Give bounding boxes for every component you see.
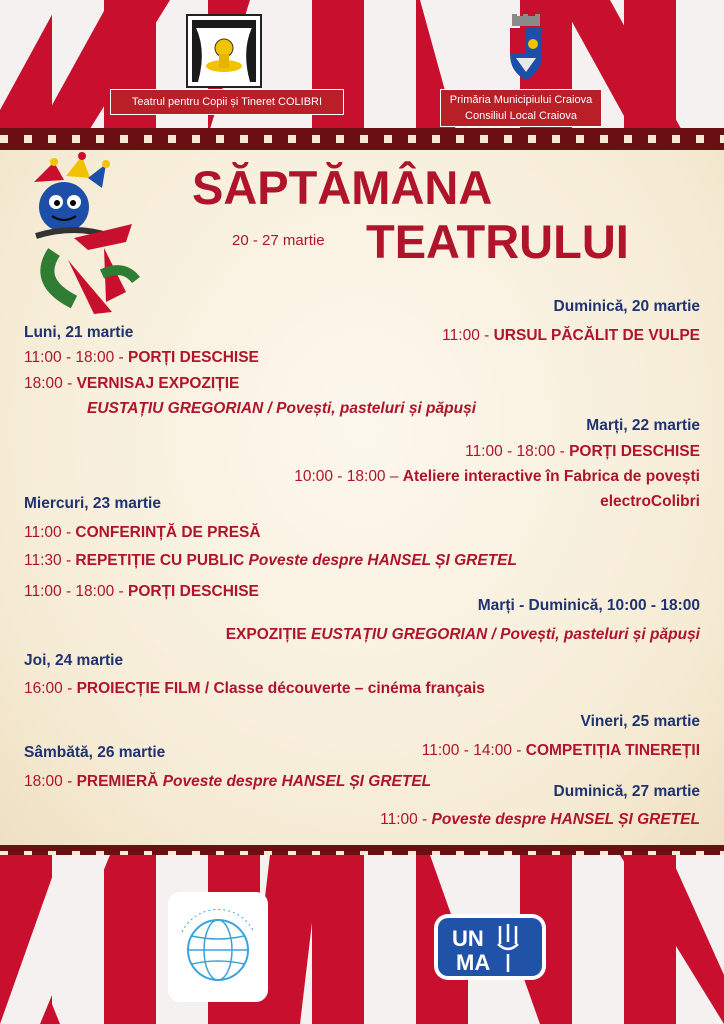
event-title: VERNISAJ EXPOZIȚIE [76,375,240,392]
event-expozitie [226,626,700,644]
event-vineri25 [422,742,700,760]
title-line1: SĂPTĂMÂNA [192,161,493,214]
event-miercuri23-2 [24,552,517,570]
event-marti22-3 [600,493,700,511]
event-marti22-1 [465,443,700,461]
day-miercuri23: Miercuri, 23 martie [24,495,161,512]
event-show-name: Poveste despre HANSEL ȘI GRETEL [431,811,700,828]
event-title: EXPOZIȚIE [225,626,311,643]
title-line2: TEATRULUI [366,215,629,268]
event-time: 18:00 - [24,773,77,790]
event-title: URSUL PĂCĂLIT DE VULPE [493,327,700,344]
craiova-org-line1: Primăria Municipiului Craiova [449,94,593,106]
event-subtitle: EUSTAȚIU GREGORIAN / Povești, pasteluri și păpuși [310,626,700,643]
event-time: 18:00 - [24,375,77,392]
event-time: 10:00 - 18:00 – [294,468,403,485]
day-sambata26: Sâmbătă, 26 martie [24,744,166,761]
bottom-stripes-background [0,855,724,1024]
event-title: PORȚI DESCHISE [127,583,259,600]
event-miercuri23-3 [24,583,259,601]
event-time: 16:00 - [24,680,77,697]
event-time: 11:30 - [24,552,76,569]
event-title: PREMIERĂ [76,773,163,790]
colibri-org-label: Teatrul pentru Copii și Tineret COLIBRI [110,89,344,115]
event-time: 11:00 - 18:00 - [465,443,570,460]
event-show-name: Poveste despre HANSEL ȘI GRETEL [248,552,517,569]
svg-text:MA: MA [456,950,491,975]
colibri-theatre-logo [186,14,262,88]
event-time: 11:00 - 14:00 - [421,742,526,759]
event-time: 11:00 - 18:00 - [24,583,128,600]
event-dum20 [442,327,700,345]
svg-text:UN: UN [452,926,484,951]
day-vineri25: Vineri, 25 martie [580,713,700,730]
day-marti-duminica: Marți - Duminică, 10:00 - 18:00 [477,597,700,614]
event-luni21-3 [87,400,476,418]
craiova-org-label [440,89,602,127]
title-dates: 20 - 27 martie [232,232,325,249]
event-time: 11:00 - [24,524,76,541]
day-marti22: Marți, 22 martie [586,417,700,434]
event-subtitle: EUSTAȚIU GREGORIAN / Povești, pasteluri și păpuși [87,400,477,417]
event-title: PORȚI DESCHISE [127,349,259,366]
event-luni21-1 [24,349,259,367]
unima-logo [434,914,546,980]
event-title: CONFERINȚĂ DE PRESĂ [75,524,261,541]
event-title: COMPETIȚIA TINEREȚII [525,742,700,759]
event-title: PORȚI DESCHISE [569,443,700,460]
event-time: 11:00 - 18:00 - [24,349,128,366]
event-dum27 [380,811,700,829]
event-joi24 [24,680,485,698]
event-time: 11:00 - [442,327,494,344]
event-title: electroColibri [600,493,700,510]
event-time: 11:00 - [380,811,432,828]
day-luni21: Luni, 21 martie [24,324,134,341]
event-show-name: Poveste despre HANSEL ȘI GRETEL [162,773,432,790]
craiova-coat-of-arms-icon [506,14,546,84]
assitej-logo [168,892,268,1002]
top-stripes-background [0,0,724,145]
event-sambata26 [24,773,431,791]
event-title: Ateliere interactive în Fabrica de povești [402,468,700,485]
day-dum27: Duminică, 27 martie [553,783,700,800]
jester-mascot-logo [14,152,154,317]
day-dum20: Duminică, 20 martie [553,298,700,315]
film-holes [0,135,724,143]
top-film-strip [0,128,724,150]
event-miercuri23-1 [24,524,261,542]
craiova-org-line2: Consiliul Local Craiova [465,110,577,122]
event-title: REPETIȚIE CU PUBLIC [75,552,249,569]
day-joi24: Joi, 24 martie [24,652,124,669]
event-title: PROIECȚIE FILM / Classe découverte – cinéma français [76,680,485,697]
event-marti22-2 [294,468,700,486]
event-luni21-2 [24,375,239,393]
